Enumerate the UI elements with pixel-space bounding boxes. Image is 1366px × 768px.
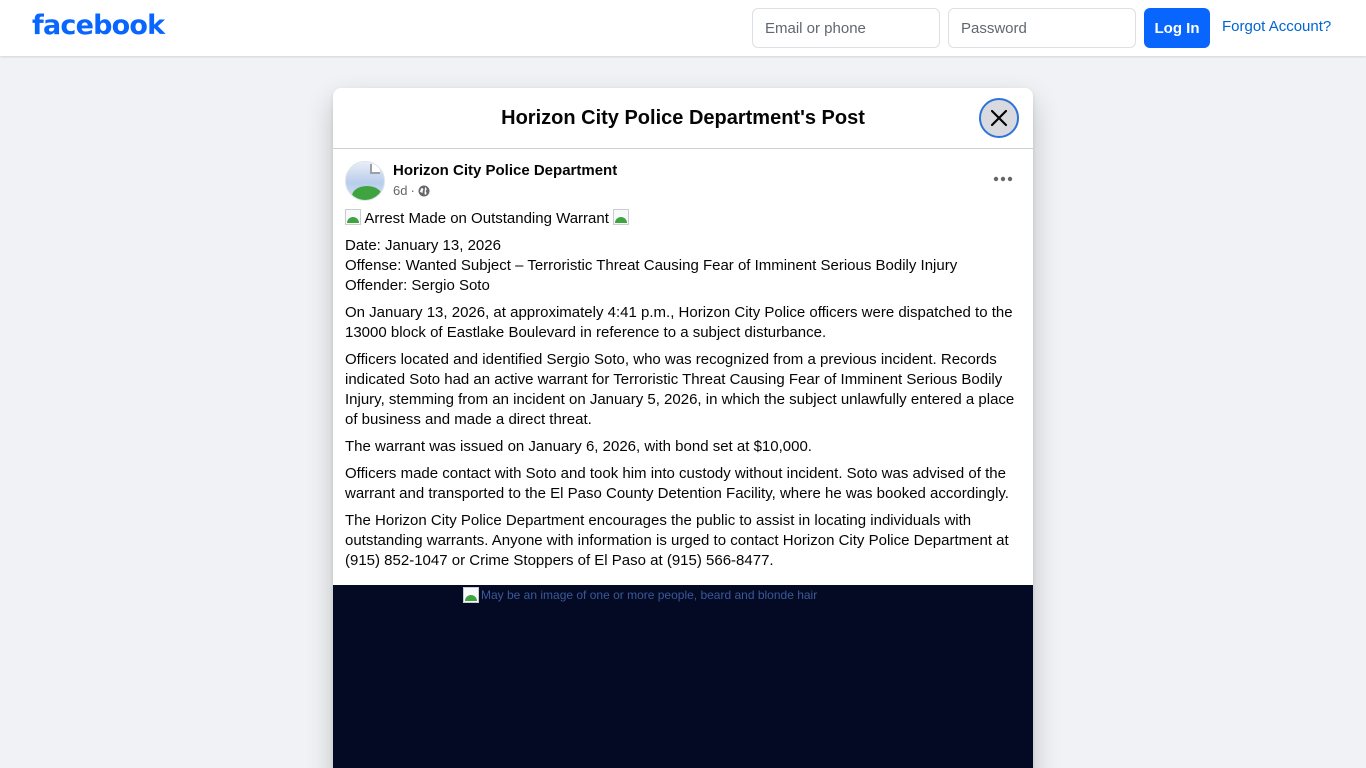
avatar[interactable] — [345, 161, 385, 201]
top-navbar — [0, 0, 1366, 56]
broken-image-fold-icon — [370, 164, 380, 174]
more-options-button[interactable] — [987, 167, 1019, 191]
more-options-icon — [993, 176, 1013, 182]
post-details — [345, 236, 1017, 296]
post-paragraph: The Horizon City Police Department encourages the public to assist in locating individuals with outstanding warrants. Anyone with information is urged to contact Horizon City Police Department at (915) 852-1047 or Crime Stoppers of El Paso at (915) 566-8477. — [345, 512, 1009, 569]
post-header — [333, 149, 1033, 209]
meta-separator: · — [410, 183, 415, 198]
post-paragraph: The warrant was issued on January 6, 2026, with bond set at $10,000. — [345, 438, 812, 455]
post-meta — [393, 183, 430, 198]
post-headline — [345, 209, 1017, 229]
globe-icon — [418, 185, 430, 197]
broken-image-icon — [463, 587, 479, 603]
media-alt-text — [463, 587, 817, 603]
facebook-logo[interactable]: facebook — [32, 10, 165, 41]
password-field[interactable] — [948, 8, 1136, 48]
detail-offender: Offender: Sergio Soto — [345, 277, 490, 294]
post-body — [333, 209, 1033, 571]
author-name-link[interactable]: Horizon City Police Department — [393, 162, 618, 179]
email-field[interactable] — [752, 8, 940, 48]
avatar-placeholder-hill — [352, 186, 382, 201]
close-icon — [990, 109, 1008, 127]
image-alt-label: May be an image of one or more people, beard and blonde hair — [481, 588, 818, 602]
headline-text: Arrest Made on Outstanding Warrant — [364, 210, 609, 227]
close-button[interactable] — [979, 98, 1019, 138]
modal-header — [333, 88, 1033, 149]
emoji-image-icon — [345, 209, 361, 225]
post-media[interactable] — [333, 585, 1033, 768]
emoji-image-icon — [613, 209, 629, 225]
login-button[interactable]: Log In — [1144, 8, 1210, 48]
forgot-account-link[interactable]: Forgot Account? — [1222, 18, 1332, 35]
detail-date: Date: January 13, 2026 — [345, 237, 501, 254]
post-time[interactable]: 6d — [393, 183, 408, 198]
post-paragraph: Officers made contact with Soto and took him into custody without incident. Soto was advised of the warrant and transported to the El Paso County Detention Facility, where he was booked accordingly. — [345, 465, 1009, 502]
detail-offense: Offense: Wanted Subject – Terroristic Threat Causing Fear of Imminent Serious Bodily Injury — [345, 257, 958, 274]
modal-title: Horizon City Police Department's Post — [501, 106, 865, 129]
post-paragraph: Officers located and identified Sergio Soto, who was recognized from a previous incident. Records indicated Soto had an active warrant for Terroristic Threat Causing Fear of Imminent Serious Bodily Injury, stemming from an incident on January 5, 2026, in which the subject unlawfully entered a place of business and made a direct threat. — [345, 351, 1015, 428]
post-modal — [333, 88, 1033, 768]
post-paragraph: On January 13, 2026, at approximately 4:41 p.m., Horizon City Police officers were dispatched to the 13000 block of Eastlake Boulevard in reference to a subject disturbance. — [345, 304, 1013, 341]
